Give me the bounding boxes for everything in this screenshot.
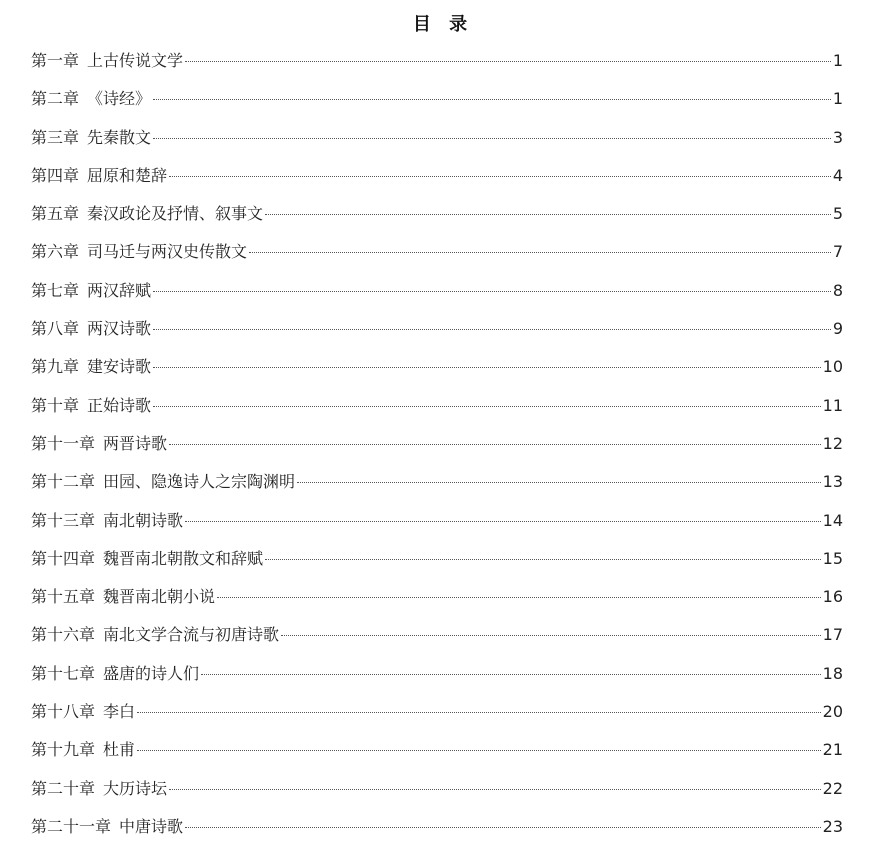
toc-chapter-title: 两汉诗歌 — [87, 319, 152, 339]
toc-page-number: 23 — [822, 816, 843, 836]
toc-entry[interactable] — [31, 738, 843, 776]
toc-chapter-number: 第十章 — [31, 395, 80, 415]
toc-page-number: 10 — [822, 357, 843, 377]
toc-chapter-title: 秦汉政论及抒情、叙事文 — [87, 204, 264, 224]
toc-dot-leader — [217, 597, 821, 598]
toc-chapter-number: 第十五章 — [31, 587, 96, 607]
toc-chapter-title: 建安诗歌 — [87, 357, 152, 377]
toc-entry[interactable] — [31, 432, 843, 470]
toc-entry[interactable] — [31, 777, 843, 815]
toc-entry-text — [31, 202, 263, 226]
toc-chapter-title: 盛唐的诗人们 — [103, 663, 200, 683]
toc-entry-text — [31, 623, 279, 647]
toc-page-number: 17 — [822, 625, 843, 645]
toc-chapter-number: 第三章 — [31, 127, 80, 147]
toc-entry-text — [31, 394, 151, 418]
toc-page-number: 11 — [822, 395, 843, 415]
toc-page-number: 21 — [822, 740, 843, 760]
toc-page-number: 15 — [822, 548, 843, 568]
toc-chapter-number: 第十四章 — [31, 548, 96, 568]
toc-chapter-title: 南北文学合流与初唐诗歌 — [103, 625, 280, 645]
toc-chapter-number: 第十六章 — [31, 625, 96, 645]
toc-chapter-title: 正始诗歌 — [87, 395, 152, 415]
toc-chapter-number: 第十二章 — [31, 472, 96, 492]
toc-chapter-title: 田园、隐逸诗人之宗陶渊明 — [103, 472, 296, 492]
toc-list — [31, 49, 843, 853]
toc-page-number: 1 — [832, 51, 843, 70]
toc-dot-leader — [265, 214, 831, 215]
toc-entry[interactable] — [31, 87, 843, 125]
toc-chapter-title: 杜甫 — [103, 740, 136, 760]
toc-entry-text — [31, 700, 135, 724]
toc-dot-leader — [169, 176, 831, 177]
toc-entry-text — [31, 585, 215, 609]
toc-entry-text — [31, 815, 183, 839]
toc-chapter-number: 第十八章 — [31, 702, 96, 722]
toc-entry-text — [31, 547, 263, 571]
toc-entry[interactable] — [31, 126, 843, 164]
toc-entry[interactable] — [31, 355, 843, 393]
toc-entry-text — [31, 738, 135, 762]
toc-chapter-number: 第二章 — [31, 89, 80, 109]
toc-entry[interactable] — [31, 662, 843, 700]
toc-entry-text — [31, 470, 295, 494]
toc-dot-leader — [137, 750, 821, 751]
toc-dot-leader — [153, 291, 831, 292]
page-title: 目 录 — [412, 14, 474, 35]
toc-chapter-title: 两汉辞赋 — [87, 280, 152, 300]
toc-entry-text — [31, 432, 167, 456]
toc-entry[interactable] — [31, 700, 843, 738]
toc-chapter-title: 《诗经》 — [87, 89, 152, 109]
toc-dot-leader — [249, 252, 831, 253]
toc-dot-leader — [137, 712, 821, 713]
toc-entry[interactable] — [31, 585, 843, 623]
toc-entry-text — [31, 355, 151, 379]
toc-chapter-title: 屈原和楚辞 — [87, 165, 168, 185]
toc-page-number: 16 — [822, 587, 843, 607]
toc-entry[interactable] — [31, 394, 843, 432]
toc-dot-leader — [169, 789, 821, 790]
toc-chapter-title: 魏晋南北朝散文和辞赋 — [103, 548, 264, 568]
toc-chapter-number: 第十一章 — [31, 433, 96, 453]
toc-chapter-number: 第二十一章 — [31, 816, 112, 836]
toc-dot-leader — [153, 329, 831, 330]
toc-chapter-title: 南北朝诗歌 — [103, 510, 184, 530]
toc-page-number: 14 — [822, 510, 843, 530]
toc-entry[interactable] — [31, 279, 843, 317]
toc-chapter-number: 第六章 — [31, 242, 80, 262]
toc-dot-leader — [153, 99, 831, 100]
toc-page-number: 18 — [822, 663, 843, 683]
toc-entry[interactable] — [31, 547, 843, 585]
toc-dot-leader — [169, 444, 821, 445]
toc-page-number: 1 — [832, 89, 843, 109]
toc-chapter-title: 中唐诗歌 — [119, 816, 184, 836]
toc-chapter-number: 第九章 — [31, 357, 80, 377]
toc-entry-text — [31, 240, 247, 264]
toc-chapter-number: 第十三章 — [31, 510, 96, 530]
toc-chapter-number: 第十七章 — [31, 663, 96, 683]
toc-entry-text — [31, 164, 167, 188]
toc-chapter-number: 第十九章 — [31, 740, 96, 760]
toc-entry-text — [31, 87, 151, 111]
toc-entry-text — [31, 279, 151, 303]
toc-page-number: 8 — [832, 280, 843, 300]
toc-page-number: 12 — [822, 433, 843, 453]
toc-dot-leader — [297, 482, 821, 483]
toc-entry[interactable] — [31, 49, 843, 87]
toc-entry-text — [31, 49, 183, 73]
toc-entry[interactable] — [31, 202, 843, 240]
toc-chapter-title: 司马迁与两汉史传散文 — [87, 242, 248, 262]
toc-chapter-title: 两晋诗歌 — [103, 433, 168, 453]
toc-entry-text — [31, 777, 167, 801]
toc-page-number: 22 — [822, 778, 843, 798]
toc-page-number: 20 — [822, 702, 843, 722]
toc-page-number: 9 — [832, 319, 843, 339]
toc-dot-leader — [153, 367, 821, 368]
toc-entry[interactable] — [31, 240, 843, 278]
toc-dot-leader — [201, 674, 821, 675]
toc-chapter-number: 第二十章 — [31, 778, 96, 798]
toc-entry-text — [31, 509, 183, 533]
toc-page-number: 3 — [832, 127, 843, 147]
toc-dot-leader — [153, 138, 831, 139]
toc-entry-text — [31, 317, 151, 341]
toc-chapter-number: 第一章 — [31, 51, 80, 70]
toc-page-number: 4 — [832, 165, 843, 185]
toc-dot-leader — [185, 61, 831, 62]
toc-dot-leader — [265, 559, 821, 560]
toc-entry[interactable] — [31, 164, 843, 202]
toc-page-number: 7 — [832, 242, 843, 262]
toc-entry[interactable] — [31, 815, 843, 853]
toc-entry[interactable] — [31, 623, 843, 661]
toc-chapter-title: 大历诗坛 — [103, 778, 168, 798]
toc-page-number: 5 — [832, 204, 843, 224]
toc-dot-leader — [185, 827, 821, 828]
toc-entry[interactable] — [31, 509, 843, 547]
toc-chapter-number: 第七章 — [31, 280, 80, 300]
toc-chapter-number: 第四章 — [31, 165, 80, 185]
toc-chapter-title: 魏晋南北朝小说 — [103, 587, 216, 607]
toc-entry[interactable] — [31, 317, 843, 355]
toc-page-number: 13 — [822, 472, 843, 492]
toc-chapter-number: 第五章 — [31, 204, 80, 224]
toc-entry-text — [31, 126, 151, 150]
toc-dot-leader — [185, 521, 821, 522]
toc-chapter-number: 第八章 — [31, 319, 80, 339]
toc-entry[interactable] — [31, 470, 843, 508]
toc-chapter-title: 李白 — [103, 702, 136, 722]
toc-chapter-title: 上古传说文学 — [87, 51, 184, 70]
toc-dot-leader — [281, 635, 821, 636]
toc-entry-text — [31, 662, 199, 686]
toc-dot-leader — [153, 406, 821, 407]
toc-chapter-title: 先秦散文 — [87, 127, 152, 147]
